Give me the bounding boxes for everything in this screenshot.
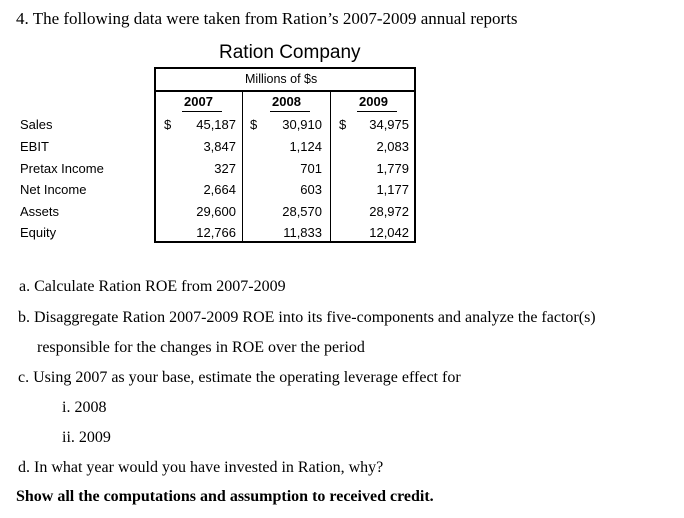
question-header: 4. The following data were taken from Ration’s 2007-2009 annual reports — [16, 9, 518, 28]
year-underline — [270, 111, 310, 112]
table-cell: 28,570 — [282, 204, 322, 219]
table-cell: 1,177 — [376, 182, 409, 197]
table-cell: 12,042 — [369, 225, 409, 240]
row-label-pretax-income: Pretax Income — [20, 161, 104, 176]
table-cell: 3,847 — [203, 139, 236, 154]
table-cell: 327 — [214, 161, 236, 176]
table-cell: 1,779 — [376, 161, 409, 176]
column-divider — [242, 90, 243, 243]
year-underline — [182, 111, 222, 112]
table-cell: 603 — [300, 182, 322, 197]
row-label-ebit: EBIT — [20, 139, 49, 154]
currency-symbol: $ — [164, 117, 172, 132]
question-b-line2: responsible for the changes in ROE over the period — [37, 339, 365, 356]
row-label-equity: Equity — [20, 225, 57, 240]
question-a: a. Calculate Ration ROE from 2007-2009 — [19, 278, 286, 295]
table-cell: 701 — [300, 161, 322, 176]
table-cell: 30,910 — [282, 117, 322, 132]
question-b-line1: b. Disaggregate Ration 2007-2009 ROE into its five-components and analyze the factor(s) — [18, 309, 596, 326]
table-cell: 28,972 — [369, 204, 409, 219]
table-cell: 45,187 — [196, 117, 236, 132]
row-label-sales: Sales — [20, 117, 53, 132]
question-c: c. Using 2007 as your base, estimate the operating leverage effect for — [18, 369, 461, 386]
table-divider — [154, 90, 416, 92]
table-cell: 29,600 — [196, 204, 236, 219]
table-cell: 11,833 — [283, 225, 322, 240]
column-divider — [330, 90, 331, 243]
question-c-i: i. 2008 — [62, 399, 107, 416]
currency-symbol: $ — [250, 117, 258, 132]
question-c-ii: ii. 2009 — [62, 429, 111, 446]
table-cell: 2,664 — [203, 182, 236, 197]
row-label-assets: Assets — [20, 204, 60, 219]
table-cell: 34,975 — [369, 117, 409, 132]
year-header-2009: 2009 — [359, 94, 388, 109]
table-title: Ration Company — [219, 42, 361, 63]
table-cell: 12,766 — [196, 225, 236, 240]
currency-symbol: $ — [339, 117, 347, 132]
question-d: d. In what year would you have invested in Ration, why? — [18, 459, 384, 476]
instructions-footer: Show all the computations and assumption to received credit. — [16, 488, 434, 505]
table-cell: 2,083 — [376, 139, 409, 154]
row-label-net-income: Net Income — [20, 182, 87, 197]
year-header-2007: 2007 — [184, 94, 213, 109]
table-units: Millions of $s — [245, 72, 318, 86]
year-header-2008: 2008 — [272, 94, 301, 109]
year-underline — [357, 111, 397, 112]
table-cell: 1,124 — [289, 139, 322, 154]
